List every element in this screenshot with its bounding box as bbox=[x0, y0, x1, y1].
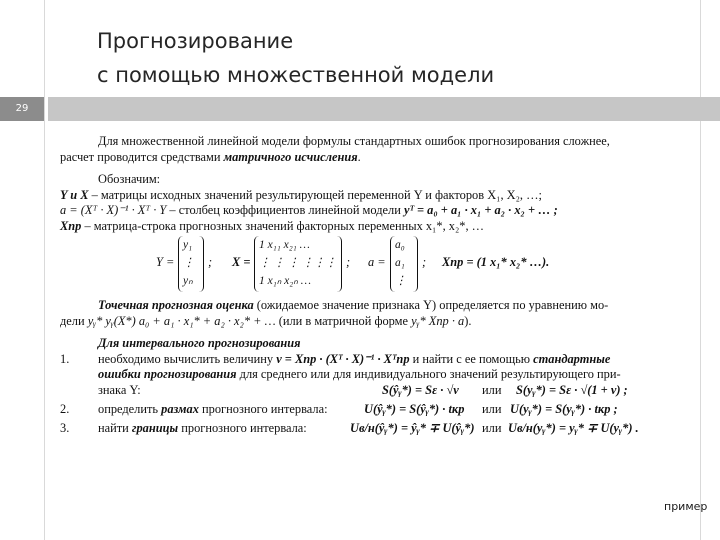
x-sep: ; bbox=[346, 255, 351, 269]
intro-period: . bbox=[357, 149, 361, 164]
step-2-text bbox=[98, 402, 328, 418]
interval-heading: Для интервального прогнозирования bbox=[98, 336, 301, 350]
step-1-emph: стандартные bbox=[533, 351, 611, 366]
a-row-1: a₀ bbox=[395, 239, 405, 251]
a-row-2: a₁ bbox=[395, 257, 405, 269]
x-matrix bbox=[254, 236, 342, 292]
point-heading: Точечная прогнозная оценка bbox=[98, 298, 254, 312]
def2-model: yᵀ = a₀ + a₁ · x₁ + a₂ · x₂ + … ; bbox=[403, 203, 558, 217]
bounds-mean: Uв/н(ŷᵧ*) = ŷᵧ* ∓ U(ŷᵧ*) bbox=[350, 420, 475, 435]
def1-text: – матрицы исходных значений результирующей переменной Y и факторов X₁, X₂, …; bbox=[88, 187, 542, 202]
point-text-3: (или в матричной форме bbox=[275, 313, 412, 328]
slide-title bbox=[97, 24, 657, 92]
a-sep: ; bbox=[422, 255, 427, 269]
step-1-formula: v = Xпр · (Xᵀ · X)⁻¹ · Xᵀпр bbox=[276, 351, 410, 366]
frame-line-right bbox=[700, 0, 701, 540]
step-3-or: или bbox=[482, 420, 502, 435]
y-row-1: y₁ bbox=[183, 239, 193, 251]
title-line-1: Прогнозирование bbox=[97, 29, 294, 53]
x-row-3: 1 x₁ₙ x₂ₙ … bbox=[259, 275, 311, 287]
step-1-or: или bbox=[482, 382, 502, 397]
intro-text: расчет проводится средствами bbox=[60, 149, 224, 164]
def1-symbols: Y и X bbox=[60, 187, 89, 202]
step-1-text-4: знака Y: bbox=[98, 382, 141, 397]
a-matrix-label: a = bbox=[368, 255, 386, 269]
step-3-emph: границы bbox=[131, 420, 179, 435]
a-matrix bbox=[390, 236, 418, 292]
x-row-2: ⋮ ⋮ ⋮ ⋮⋮⋮ bbox=[259, 257, 337, 269]
intro-line-2 bbox=[60, 150, 640, 166]
intro-line-1: Для множественной линейной модели формулы стандартных ошибок прогнозирования сложнее, bbox=[98, 134, 610, 148]
y-row-3: yₙ bbox=[183, 275, 193, 287]
slide-number: 29 bbox=[0, 97, 44, 121]
step-2-emph: размах bbox=[161, 401, 199, 416]
point-line-2 bbox=[60, 314, 640, 330]
y-matrix-label: Y = bbox=[156, 255, 175, 269]
step-2-number: 2. bbox=[60, 401, 70, 416]
step-2-text-c: прогнозного интервала: bbox=[198, 401, 328, 416]
x-row-1: 1 x₁₁ x₂₁ … bbox=[259, 239, 310, 251]
def2-formula: a = (Xᵀ · X)⁻¹ · Xᵀ · Y bbox=[60, 203, 167, 217]
y-row-2: ⋮ bbox=[183, 257, 195, 269]
example-note[interactable]: пример bbox=[664, 500, 708, 513]
step-1-line-2 bbox=[60, 367, 640, 383]
y-matrix bbox=[178, 236, 204, 292]
step-1-emph-2: ошибки прогнозирования bbox=[98, 367, 237, 381]
step-2-line bbox=[60, 402, 640, 421]
denote-label: Обозначим: bbox=[98, 172, 161, 186]
step-3-number: 3. bbox=[60, 420, 70, 435]
title-line-2: с помощью множественной модели bbox=[97, 63, 495, 87]
matrix-definitions bbox=[60, 236, 640, 294]
step-3-line bbox=[60, 421, 640, 440]
y-sep: ; bbox=[208, 255, 213, 269]
std-error-mean: S(ŷᵧ*) = Sε · √v bbox=[382, 382, 459, 397]
point-formula: yᵧ* yᵧ(X*) a₀ + a₁ · x₁* + a₂ · x₂* + … bbox=[87, 313, 276, 328]
step-1-number: 1. bbox=[60, 351, 70, 366]
slide-content bbox=[60, 134, 640, 504]
step-2-text-a: определить bbox=[98, 401, 162, 416]
intro-emph: матричного исчисления bbox=[223, 149, 358, 164]
step-3-text bbox=[98, 421, 307, 437]
step-1-text-2: и найти с ее помощью bbox=[409, 351, 534, 366]
range-mean: U(ŷᵧ*) = S(ŷᵧ*) · tкр bbox=[364, 401, 465, 416]
def3-symbol: Xпр bbox=[60, 218, 82, 233]
frame-line-left bbox=[44, 0, 45, 540]
point-text-4: ). bbox=[464, 313, 472, 328]
step-1-line-1 bbox=[60, 352, 640, 368]
step-3-text-a: найти bbox=[98, 420, 132, 435]
step-2-or: или bbox=[482, 401, 502, 416]
step-1-text-3: для среднего или для индивидуального значений результирующего при- bbox=[236, 367, 621, 381]
def2-text: – столбец коэффициентов линейной модели bbox=[166, 203, 404, 217]
point-matrix-formula: yᵧ* Xпр · a bbox=[411, 313, 465, 328]
point-text-2: дели bbox=[60, 313, 88, 328]
xpr-matrix: Xпр = (1 x₁* x₂* …). bbox=[442, 255, 550, 269]
std-error-individual: S(yᵧ*) = Sε · √(1 + v) ; bbox=[516, 382, 628, 397]
x-matrix-label: X = bbox=[232, 255, 251, 269]
step-3-text-c: прогнозного интервала: bbox=[178, 420, 307, 435]
def-line-3 bbox=[60, 219, 640, 235]
def-line-2 bbox=[60, 203, 640, 219]
def-line-1 bbox=[60, 188, 640, 204]
header-band bbox=[0, 97, 720, 121]
bounds-individual: Uв/н(yᵧ*) = yᵧ* ∓ U(yᵧ*) . bbox=[508, 420, 639, 435]
point-text: (ожидаемое значение признака Y) определяется по уравнению мо- bbox=[253, 298, 609, 312]
step-1-text: необходимо вычислить величину bbox=[98, 351, 277, 366]
step-1-line-3 bbox=[60, 383, 640, 402]
header-bar bbox=[48, 97, 720, 121]
range-individual: U(yᵧ*) = S(yᵧ*) · tкр ; bbox=[510, 401, 618, 416]
point-line-1 bbox=[60, 298, 640, 314]
a-row-3: ⋮ bbox=[395, 275, 407, 287]
def3-text: – матрица-строка прогнозных значений факторных переменных x₁*, x₂*, … bbox=[81, 218, 485, 233]
